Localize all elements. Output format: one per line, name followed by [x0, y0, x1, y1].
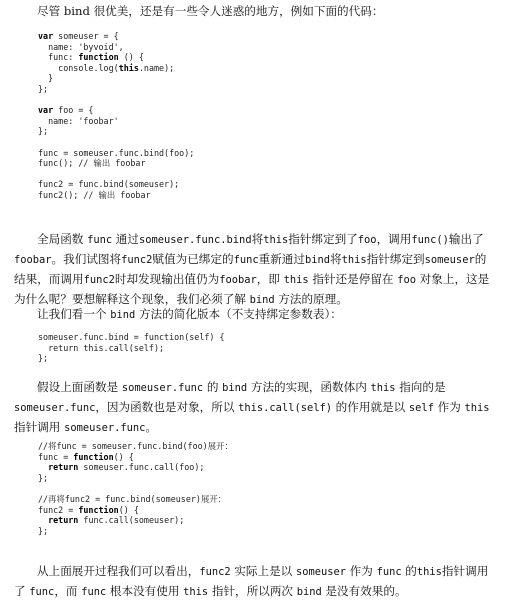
text-run: 。 [145, 420, 157, 434]
text-run: 通过 [112, 232, 139, 246]
text-run: 指针绑定到了 [288, 232, 358, 246]
text-run: 指针调用 [14, 420, 65, 434]
text-run: ，调用 [376, 232, 412, 246]
code-line: return func.call(someuser); [48, 515, 185, 526]
inline-code: bind [222, 382, 248, 394]
text-run: 对象上，这是为什么呢？要想解释这个现象，我们必须了解 [14, 272, 490, 306]
code-line: }; [38, 472, 49, 483]
code-block-bind-example [38, 31, 498, 201]
text-run: 让我们看一个 [37, 307, 111, 321]
text-run: 将 [330, 252, 342, 266]
inline-code: func [233, 254, 259, 266]
text-run: ，而 [54, 584, 82, 598]
text-run: 指针还是停留在 [308, 272, 398, 286]
inline-code: foobar [219, 274, 257, 286]
code-line: var someuser = { [38, 31, 119, 41]
inline-code: bind [305, 254, 331, 266]
text-run: 指针，所以两次 [208, 584, 297, 598]
inline-code: someuser.func [121, 382, 204, 394]
code-line [38, 137, 498, 148]
inline-code: func() [411, 234, 449, 246]
inline-code: this [283, 274, 309, 286]
inline-code: this [263, 234, 289, 246]
inline-code: bind [249, 294, 275, 306]
text-run: 的结果，而调用 [14, 252, 487, 286]
inline-code: foo [357, 234, 377, 246]
inline-code: bind [110, 309, 136, 321]
inline-code: someuser [424, 254, 475, 266]
code-line: //再将func2 = func.bind(someuser)展开： [38, 493, 227, 504]
code-line: console.log(this.name); [38, 62, 175, 73]
text-run: 作为 [433, 400, 465, 414]
text-run: 输出了 [448, 232, 484, 246]
code-line: }; [38, 126, 49, 137]
code-line: func2 = func.bind(someuser); [38, 179, 180, 190]
text-run: 方法的原理。 [274, 292, 348, 306]
inline-code: func [87, 234, 113, 246]
code-line: func(); // 输出 foobar [38, 158, 146, 169]
code-block-bind-simplified [38, 332, 498, 364]
simplified-version-paragraph [14, 305, 492, 325]
inline-code: this [183, 586, 209, 598]
code-line: name: 'foobar' [38, 115, 119, 126]
code-line: return this.call(self); [38, 342, 165, 353]
code-line: someuser.func.bind = function(self) { [38, 332, 225, 342]
code-line: }; [38, 83, 49, 94]
code-line: func: function () { [38, 52, 144, 63]
text-run: ，因为函数也是对象，所以 [95, 400, 239, 414]
inline-code: func [376, 566, 402, 578]
text-run: 指针绑定到 [366, 252, 425, 266]
inline-code: someuser.func.bind [138, 234, 252, 246]
code-line: func = function() { [38, 451, 134, 462]
text-run: 根本没有使用 [106, 584, 184, 598]
code-line: }; [38, 525, 49, 536]
inline-code: func2 [83, 274, 115, 286]
text-run: 指针调用了 [14, 564, 489, 598]
inline-code: func2 [121, 254, 153, 266]
inline-code: this [341, 254, 367, 266]
inline-code: func [81, 586, 107, 598]
inline-code: bind [296, 586, 322, 598]
code-line: name: 'byvoid', [38, 41, 124, 52]
code-line: }; [38, 353, 49, 364]
text-run: 方法的实现，函数体内 [247, 380, 371, 394]
text-run: 作为 [346, 564, 377, 578]
text-run: 将 [251, 232, 264, 246]
code-line: return someuser.func.call(foo); [48, 462, 205, 473]
text-run: 实际上是以 [230, 564, 296, 578]
code-line: func2(); // 输出 foobar [38, 189, 151, 200]
inline-code: self [408, 402, 434, 414]
text-run: 重新通过 [258, 252, 305, 266]
code-line [38, 483, 498, 494]
inline-code: this.call(self) [238, 402, 332, 414]
inline-code: someuser.func [64, 422, 146, 434]
inline-code: func [29, 586, 55, 598]
code-block-expanded [38, 441, 498, 536]
code-line: var foo = { [38, 105, 94, 116]
code-line: } [38, 73, 54, 84]
inline-code: foobar [14, 254, 52, 266]
inline-code: this [370, 382, 396, 394]
text-run: 假设上面函数是 [37, 380, 122, 394]
bind-implementation-paragraph [14, 378, 492, 438]
inline-code: someuser.func [14, 402, 96, 414]
text-run: ，即 [256, 272, 284, 286]
text-run: 方法的简化版本（不支持绑定参数表）： [135, 307, 342, 321]
text-run: 全局函数 [37, 232, 88, 246]
inline-code: someuser [295, 566, 346, 578]
conclusion-paragraph [14, 562, 492, 602]
text-run: 的 [401, 564, 417, 578]
text-run: 指向的是 [395, 380, 446, 394]
inline-code: this [464, 402, 490, 414]
code-line: func = someuser.func.bind(foo); [38, 147, 195, 158]
text-run: 时却发现输出值仍为 [114, 272, 220, 286]
text-run: 是没有效果的。 [321, 584, 407, 598]
text-run: 。我们试图将 [51, 252, 122, 266]
code-line: func2 = function() { [38, 504, 139, 515]
code-line: //将func = someuser.func.bind(foo)展开： [38, 441, 233, 451]
inline-code: this [416, 566, 442, 578]
text-run: 的 [203, 380, 223, 394]
code-line [38, 95, 498, 106]
explanation-paragraph [14, 230, 492, 310]
inline-code: foo [397, 274, 416, 286]
text-run: 的作用就是以 [331, 400, 409, 414]
text-run: 从上面展开过程我们可以看出， [37, 564, 200, 578]
intro-paragraph: 尽管 bind 很优美，还是有一些令人迷惑的地方，例如下面的代码： [37, 4, 384, 18]
inline-code: func2 [199, 566, 231, 578]
code-line [38, 169, 498, 180]
text-run: 赋值为已绑定的 [152, 252, 234, 266]
